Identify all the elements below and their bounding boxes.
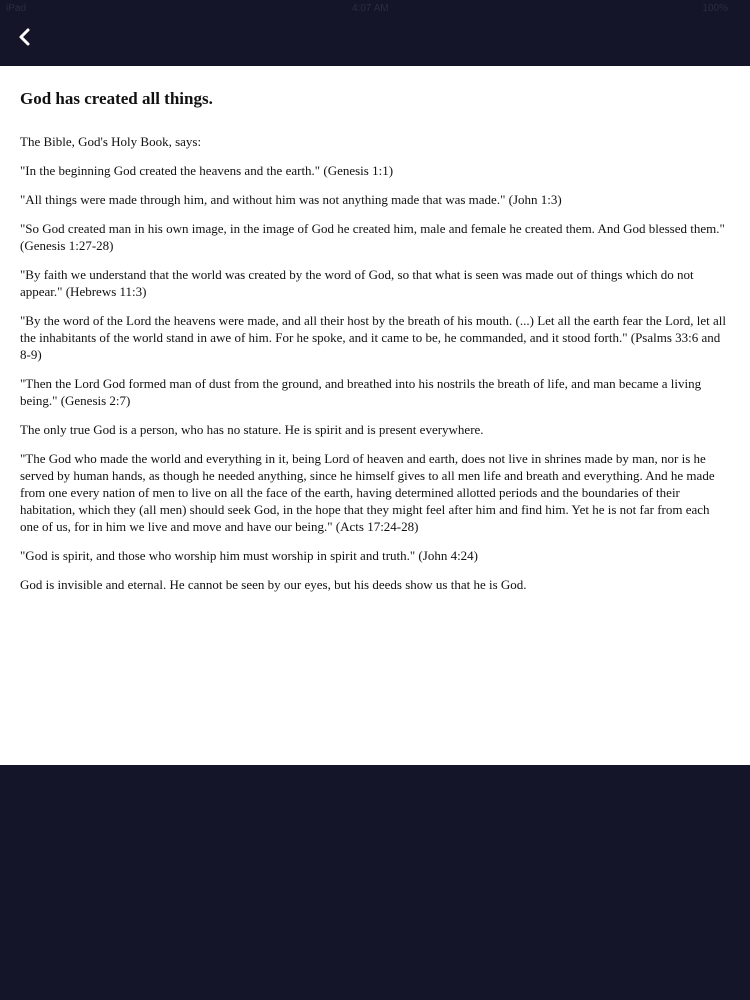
chevron-left-icon bbox=[10, 22, 40, 52]
paragraph: The Bible, God's Holy Book, says: bbox=[20, 134, 202, 149]
battery-label: 100% bbox=[702, 3, 728, 14]
status-time: 4:07 AM bbox=[352, 3, 389, 14]
article-content bbox=[0, 66, 750, 765]
back-button[interactable] bbox=[10, 22, 40, 52]
paragraph: "Then the Lord God formed man of dust from the ground, and breathed into his nostrils the breath of life, and man became a living being." (Genesis 2:7) bbox=[20, 376, 702, 408]
paragraph: "So God created man in his own image, in the image of God he created him, male and female he created them. And God blessed them." (Genesis 1:27-28) bbox=[20, 221, 725, 253]
paragraph: God is invisible and eternal. He cannot be seen by our eyes, but his deeds show us that he is God. bbox=[20, 577, 527, 592]
carrier-label: iPad bbox=[6, 3, 27, 14]
page-title: God has created all things. bbox=[20, 89, 213, 108]
status-bar bbox=[0, 0, 750, 18]
paragraph: "The God who made the world and everything in it, being Lord of heaven and earth, does not live in shrines made by man, nor is he served by human hands, as though he needed anything, since he himself gives to all men life and breath and everything. And he made from one every nation of men to live on all the face of the earth, having determined allotted periods and the boundaries of their habitation, which they (all men) should seek God, in the hope that they might feel after him and find him. Yet he is not far from each one of us, for in him we live and move and have our being." (Acts 17:24-28) bbox=[20, 451, 715, 534]
paragraph: "In the beginning God created the heavens and the earth." (Genesis 1:1) bbox=[20, 163, 394, 178]
article-body bbox=[20, 133, 730, 593]
paragraph: "God is spirit, and those who worship him must worship in spirit and truth." (John 4:24) bbox=[20, 548, 479, 563]
paragraph: "By the word of the Lord the heavens were made, and all their host by the breath of his mouth. (...) Let all the earth fear the Lord, let all the inhabitants of the world stand in awe of him. For he spoke, and it came to be, he commanded, and it stood forth." (Psalms 33:6 and 8-9) bbox=[20, 313, 726, 362]
paragraph: The only true God is a person, who has no stature. He is spirit and is present everywhere. bbox=[20, 422, 484, 437]
paragraph: "All things were made through him, and without him was not anything made that was made." (John 1:3) bbox=[20, 192, 562, 207]
paragraph: "By faith we understand that the world was created by the word of God, so that what is seen was made out of things which do not appear." (Hebrews 11:3) bbox=[20, 267, 694, 299]
nav-bar bbox=[0, 18, 750, 66]
